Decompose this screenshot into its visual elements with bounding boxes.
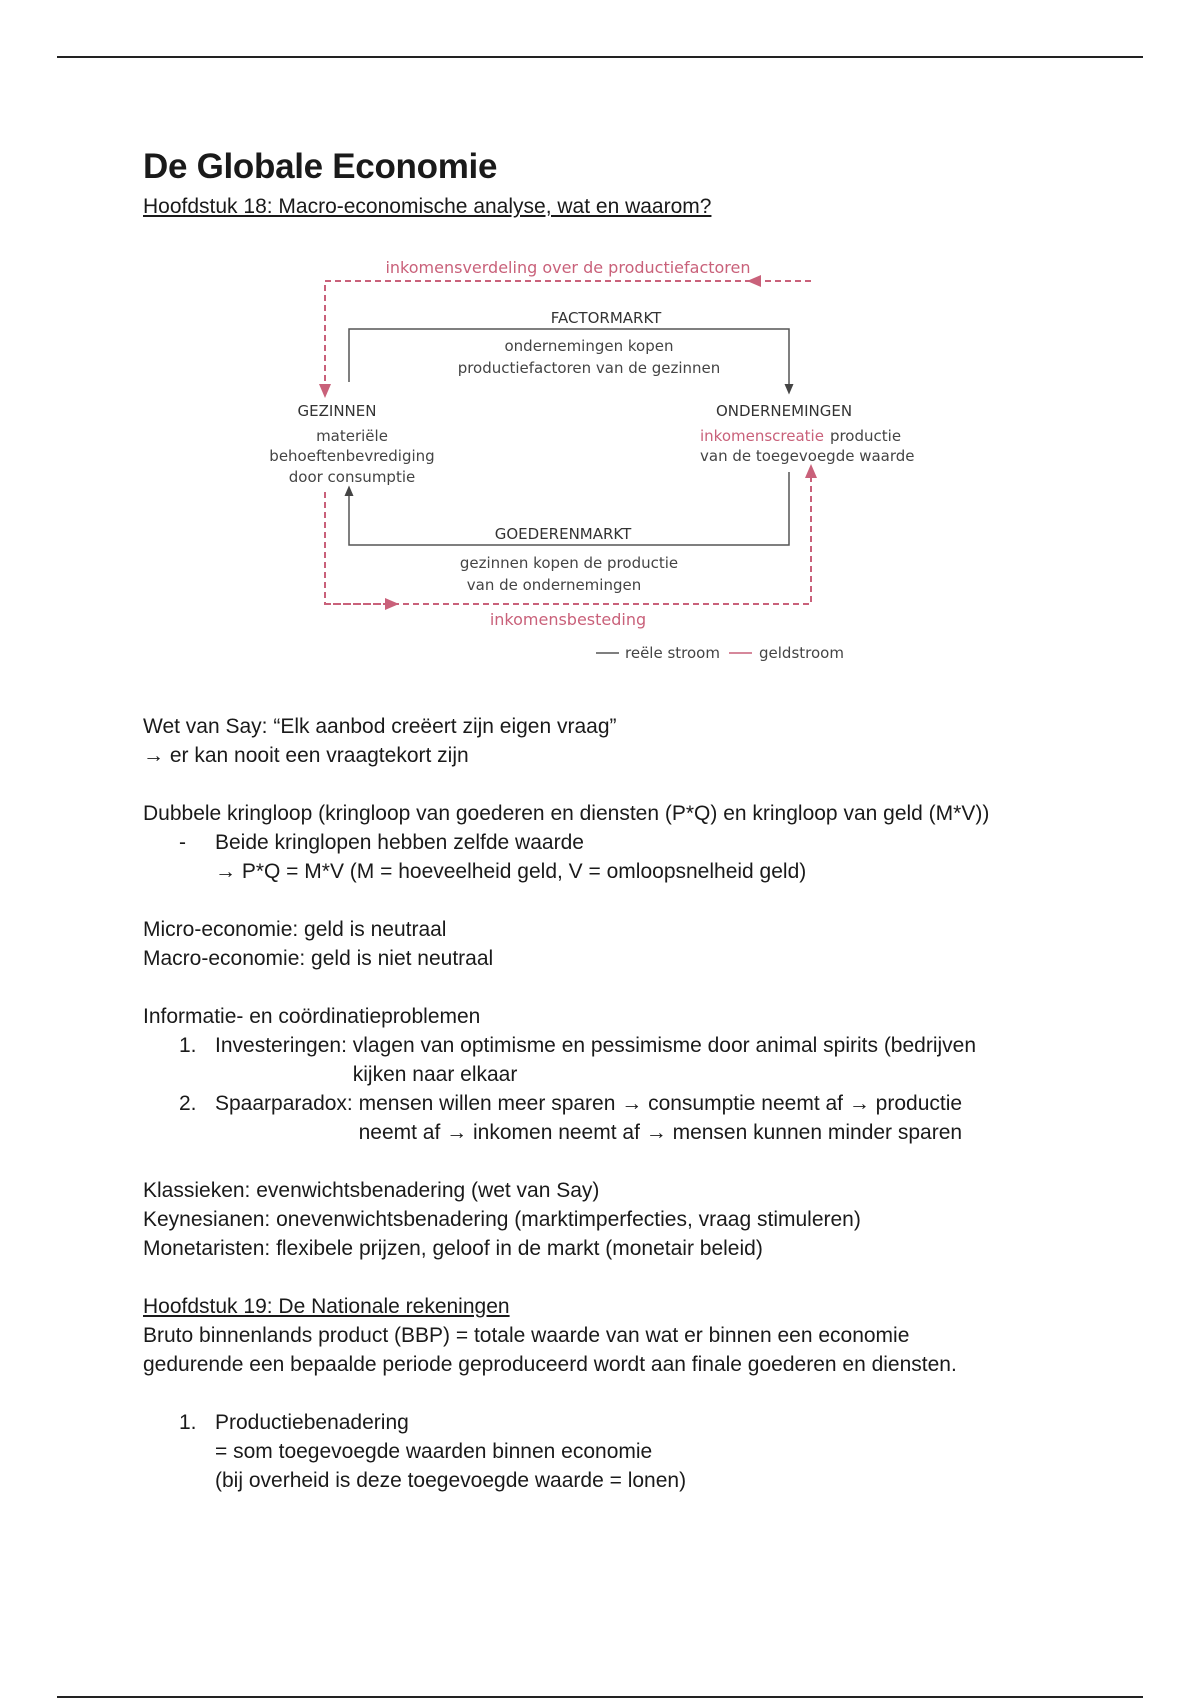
kringloop-line: Dubbele kringloop (kringloop van goederen en diensten (P*Q) en kringloop van geld (M*V)) [143,802,990,825]
bbp-line2: gedurende een bepaalde periode geproduceerd wordt aan finale goederen en diensten. [143,1353,957,1376]
factormarkt-title: FACTORMARKT [550,309,662,327]
list-label: Spaarparadox: [215,1092,359,1115]
list-number: 1. [179,1411,197,1434]
ondernemingen-productie: productie [829,427,902,445]
goederenmarkt-line1: gezinnen kopen de productie [459,554,679,572]
micro-line: Micro-economie: geld is neutraal [143,918,447,941]
list-number: 2. [179,1092,197,1115]
header-rule [57,56,1143,58]
productiebenadering-line2: (bij overheid is deze toegevoegde waarde = lonen) [215,1469,687,1492]
kringloop-bullet-text: Beide kringlopen hebben zelfde waarde [215,831,584,854]
chapter-18-heading: Hoofdstuk 18: Macro-economische analyse, wat en waarom? [143,195,712,218]
list-number: 1. [179,1034,197,1057]
circular-flow-svg [143,252,1103,712]
circular-flow-diagram [143,252,1103,712]
keynesianen-line: Keynesianen: onevenwichtsbenadering (marktimperfecties, vraag stimuleren) [143,1208,861,1231]
list-text-line2: neemt af → inkomen neemt af → mensen kunnen minder sparen [358,1121,963,1144]
ondernemingen-pink: inkomenscreatie [700,427,824,445]
goederenmarkt-title: GOEDERENMARKT [494,525,632,543]
kringloop-bullet [143,828,1103,857]
list-item [143,1408,1103,1437]
factormarkt-line2: productiefactoren van de gezinnen [457,359,721,377]
problemen-heading: Informatie- en coördinatieproblemen [143,1005,481,1028]
legend-real-label: reële stroom [625,644,720,662]
say-line2: → er kan nooit een vraagtekort zijn [143,744,469,767]
list-text-line1: mensen willen meer sparen → consumptie neemt af → productie [358,1092,963,1115]
gezinnen-line1: materiële [316,427,388,445]
chapter-19-heading: Hoofdstuk 19: De Nationale rekeningen [143,1295,510,1318]
ondernemingen-line2: van de toegevoegde waarde [700,447,915,465]
document-title: De Globale Economie [143,147,498,186]
goederenmarkt-line2: van de ondernemingen [466,576,642,594]
gezinnen-title: GEZINNEN [297,402,377,420]
productiebenadering-line1: = som toegevoegde waarden binnen economie [215,1440,653,1463]
macro-line: Macro-economie: geld is niet neutraal [143,947,494,970]
footer-rule [57,1696,1143,1698]
ondernemingen-title: ONDERNEMINGEN [715,402,853,420]
gezinnen-line3: door consumptie [288,468,416,486]
bbp-line1: Bruto binnenlands product (BBP) = totale waarde van wat er binnen een economie [143,1324,910,1347]
bullet-dash: - [179,831,186,854]
klassieken-line: Klassieken: evenwichtsbenadering (wet van Say) [143,1179,600,1202]
list-text-line2: kijken naar elkaar [352,1063,518,1086]
bottom-flow-label: inkomensbesteding [489,610,647,629]
list-label: Investeringen: [215,1034,353,1057]
ondernemingen-line1 [700,427,901,445]
list-item [143,1031,1103,1089]
legend-money-label: geldstroom [759,644,844,662]
top-flow-label: inkomensverdeling over de productiefactoren [385,258,751,277]
productiebenadering-title: Productiebenadering [215,1411,409,1434]
say-line1: Wet van Say: “Elk aanbod creëert zijn eigen vraag” [143,715,617,738]
gezinnen-line2: behoeftenbevrediging [269,447,435,465]
factormarkt-line1: ondernemingen kopen [504,337,674,355]
list-item [143,1089,1103,1147]
monetaristen-line: Monetaristen: flexibele prijzen, geloof in de markt (monetair beleid) [143,1237,763,1260]
kringloop-formula: → P*Q = M*V (M = hoeveelheid geld, V = omloopsnelheid geld) [215,860,807,883]
list-text-line1: vlagen van optimisme en pessimisme door animal spirits (bedrijven [352,1034,977,1057]
document-page [143,142,1103,1495]
